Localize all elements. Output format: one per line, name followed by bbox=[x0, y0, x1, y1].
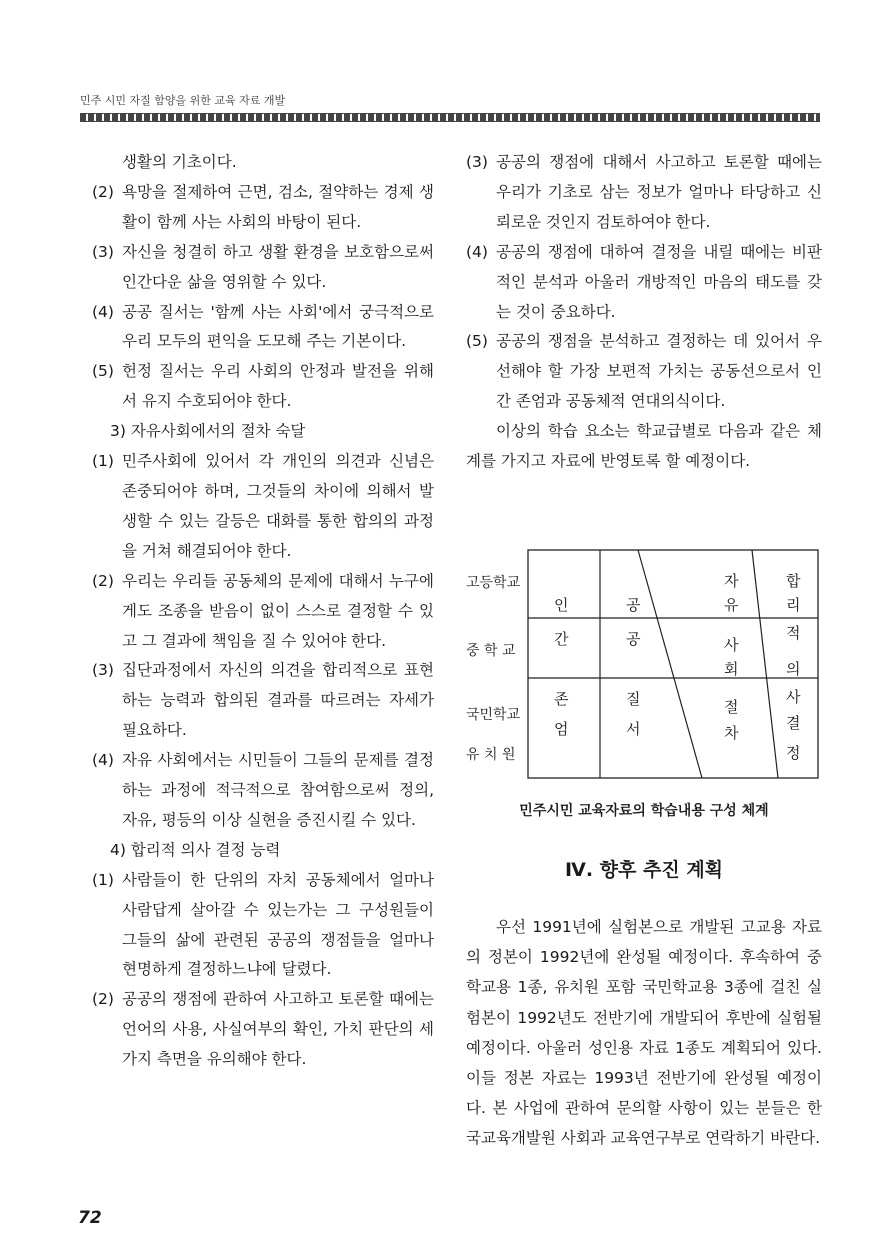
item-text: 공공의 쟁점을 분석하고 결정하는 데 있어서 우선해야 할 가장 보편적 가치는 공동선으로서 인간 존엄과 공동체적 연대의식이다. bbox=[496, 332, 822, 411]
diagram-char: 존 bbox=[554, 690, 569, 708]
item-text: 공공의 쟁점에 대하여 결정을 내릴 때에는 비판적인 분석과 아울러 개방적인 마음의 태도를 갖는 것이 중요하다. bbox=[496, 242, 822, 321]
diagram-char: 합 bbox=[786, 572, 801, 590]
diagram-divider-3 bbox=[752, 550, 778, 778]
item-number: (3) bbox=[92, 661, 114, 680]
intro-paragraph: 이상의 학습 요소는 학교급별로 다음과 같은 체계를 가지고 자료에 반영토록 할 예정이다. bbox=[466, 422, 822, 471]
item-number: (4) bbox=[466, 242, 488, 261]
subheading: 3) 자유사회에서의 절차 숙달 bbox=[110, 422, 306, 441]
list-item bbox=[92, 746, 434, 836]
page-number: 72 bbox=[78, 1208, 102, 1228]
diagram-char: 적 bbox=[786, 624, 801, 642]
diagram-char: 결 bbox=[786, 714, 801, 732]
item-number: (3) bbox=[466, 153, 488, 171]
item-number: (4) bbox=[92, 302, 114, 321]
item-text: 집단과정에서 자신의 의견을 합리적으로 표현하는 능력과 합의된 결과를 따르려는 자세가 필요하다. bbox=[122, 661, 434, 740]
diagram-char: 서 bbox=[626, 720, 641, 738]
item-text: 자유 사회에서는 시민들이 그들의 문제를 결정하는 과정에 적극적으로 참여함으로써 정의, 자유, 평등의 이상 실현을 증진시킬 수 있다. bbox=[122, 751, 434, 829]
item-number: (3) bbox=[92, 242, 114, 261]
item-number: (4) bbox=[92, 751, 114, 770]
list-item bbox=[466, 327, 822, 417]
diagram-char: 질 bbox=[626, 690, 641, 708]
level-label: 고등학교 bbox=[466, 575, 521, 591]
diagram-char: 차 bbox=[724, 724, 739, 742]
item-text: 민주사회에 있어서 각 개인의 의견과 신념은 존중되어야 하며, 그것들의 차이에 의해서 발생할 수 있는 갈등은 대화를 통한 합의의 과정을 거쳐 해결되어야 한다. bbox=[122, 452, 434, 560]
diagram-char: 자 bbox=[724, 572, 739, 590]
running-header: 민주 시민 자질 함양을 위한 교육 자료 개발 bbox=[80, 94, 286, 107]
section-title: Ⅳ. 향후 추진 계획 bbox=[564, 859, 724, 881]
item-number: (5) bbox=[466, 332, 488, 351]
list-item bbox=[92, 656, 434, 746]
diagram-char: 인 bbox=[554, 596, 569, 614]
diagram-char: 절 bbox=[724, 698, 739, 716]
list-item bbox=[92, 866, 434, 986]
list-item bbox=[92, 178, 434, 238]
diagram-char: 유 bbox=[724, 596, 739, 614]
item-text: 공공의 쟁점에 대해서 사고하고 토론할 때에는 우리가 기초로 삼는 정보가 얼마나 타당하고 신뢰로운 것인지 검토하여야 한다. bbox=[496, 153, 822, 231]
item-text: 공공의 쟁점에 관하여 사고하고 토론할 때에는 언어의 사용, 사실여부의 확인, 가치 판단의 세가지 측면을 유의해야 한다. bbox=[122, 990, 434, 1069]
diagram-caption: 민주시민 교육자료의 학습내용 구성 체계 bbox=[519, 803, 769, 819]
item-number: (2) bbox=[92, 990, 114, 1009]
structure-diagram bbox=[466, 548, 822, 782]
diagram-char: 의 bbox=[786, 660, 801, 678]
item-text: 공공 질서는 '함께 사는 사회'에서 궁극적으로 우리 모두의 편익을 도모해 주는 기본이다. bbox=[122, 302, 434, 351]
item-number: (2) bbox=[92, 571, 114, 590]
diagram-char: 간 bbox=[554, 630, 569, 648]
right-column bbox=[466, 148, 822, 477]
list-item bbox=[92, 985, 434, 1075]
list-item bbox=[92, 238, 434, 298]
diagram-char: 공 bbox=[626, 630, 641, 648]
level-label: 국민학교 bbox=[466, 707, 521, 723]
diagram-char: 정 bbox=[786, 744, 801, 762]
diagram-char: 리 bbox=[786, 596, 801, 614]
item-text: 우리는 우리들 공동체의 문제에 대해서 누구에게도 조종을 받음이 없이 스스로 결정할 수 있고 그 결과에 책임을 질 수 있어야 한다. bbox=[122, 571, 434, 650]
diagram-char: 사 bbox=[724, 636, 739, 654]
diagram-char: 공 bbox=[626, 596, 641, 614]
item-number: (1) bbox=[92, 452, 114, 471]
left-column bbox=[92, 148, 434, 1075]
item-text: 헌정 질서는 우리 사회의 안정과 발전을 위해서 유지 수호되어야 한다. bbox=[122, 362, 434, 411]
list-item bbox=[92, 447, 434, 567]
list-item bbox=[466, 238, 822, 328]
item-number: (5) bbox=[92, 362, 114, 381]
level-label: 유 치 원 bbox=[466, 747, 516, 763]
list-item bbox=[466, 148, 822, 238]
diagram-char: 회 bbox=[724, 660, 739, 678]
level-label: 중 학 교 bbox=[466, 643, 516, 659]
item-text: 욕망을 절제하여 근면, 검소, 절약하는 경제 생활이 함께 사는 사회의 바탕이 된다. bbox=[122, 182, 434, 231]
list-item bbox=[92, 357, 434, 417]
item-text: 자신을 청결히 하고 생활 환경을 보호함으로써 인간다운 삶을 영위할 수 있다. bbox=[122, 242, 434, 291]
item-number: (1) bbox=[92, 870, 114, 889]
list-item bbox=[92, 298, 434, 358]
diagram-char: 엄 bbox=[554, 720, 569, 738]
subheading: 4) 합리적 의사 결정 능력 bbox=[110, 840, 281, 859]
closing-paragraph: 우선 1991년에 실험본으로 개발된 고교용 자료의 정본이 1992년에 완성될 예정이다. 후속하여 중학교용 1종, 유치원 포함 국민학교용 3종에 걸친 실험본이 1992년도 전반기에 개발되어 후반에 실험될 예정이다. 아울러 성인용 자료 1종도 계획되어 있다. 이들 정본 자료는 1993년 전반기에 완성될 예정이다. 본 사업에 관하여 문의할 사항이 있는 분들은 한국교육개발원 사회과 교육연구부로 연락하기 바란다. bbox=[466, 918, 822, 1148]
header-rule bbox=[80, 113, 820, 122]
diagram-char: 사 bbox=[786, 688, 801, 706]
diagram-divider-2 bbox=[638, 550, 702, 778]
list-item bbox=[92, 567, 434, 657]
item-number: (2) bbox=[92, 182, 114, 201]
continued-text: 생활의 기초이다. bbox=[122, 153, 237, 171]
item-text: 사람들이 한 단위의 자치 공동체에서 얼마나 사람답게 살아갈 수 있는가는 그 구성원들이 그들의 삶에 관련된 공공의 쟁점들을 얼마나 현명하게 결정하느냐에 달렸다. bbox=[122, 870, 434, 979]
